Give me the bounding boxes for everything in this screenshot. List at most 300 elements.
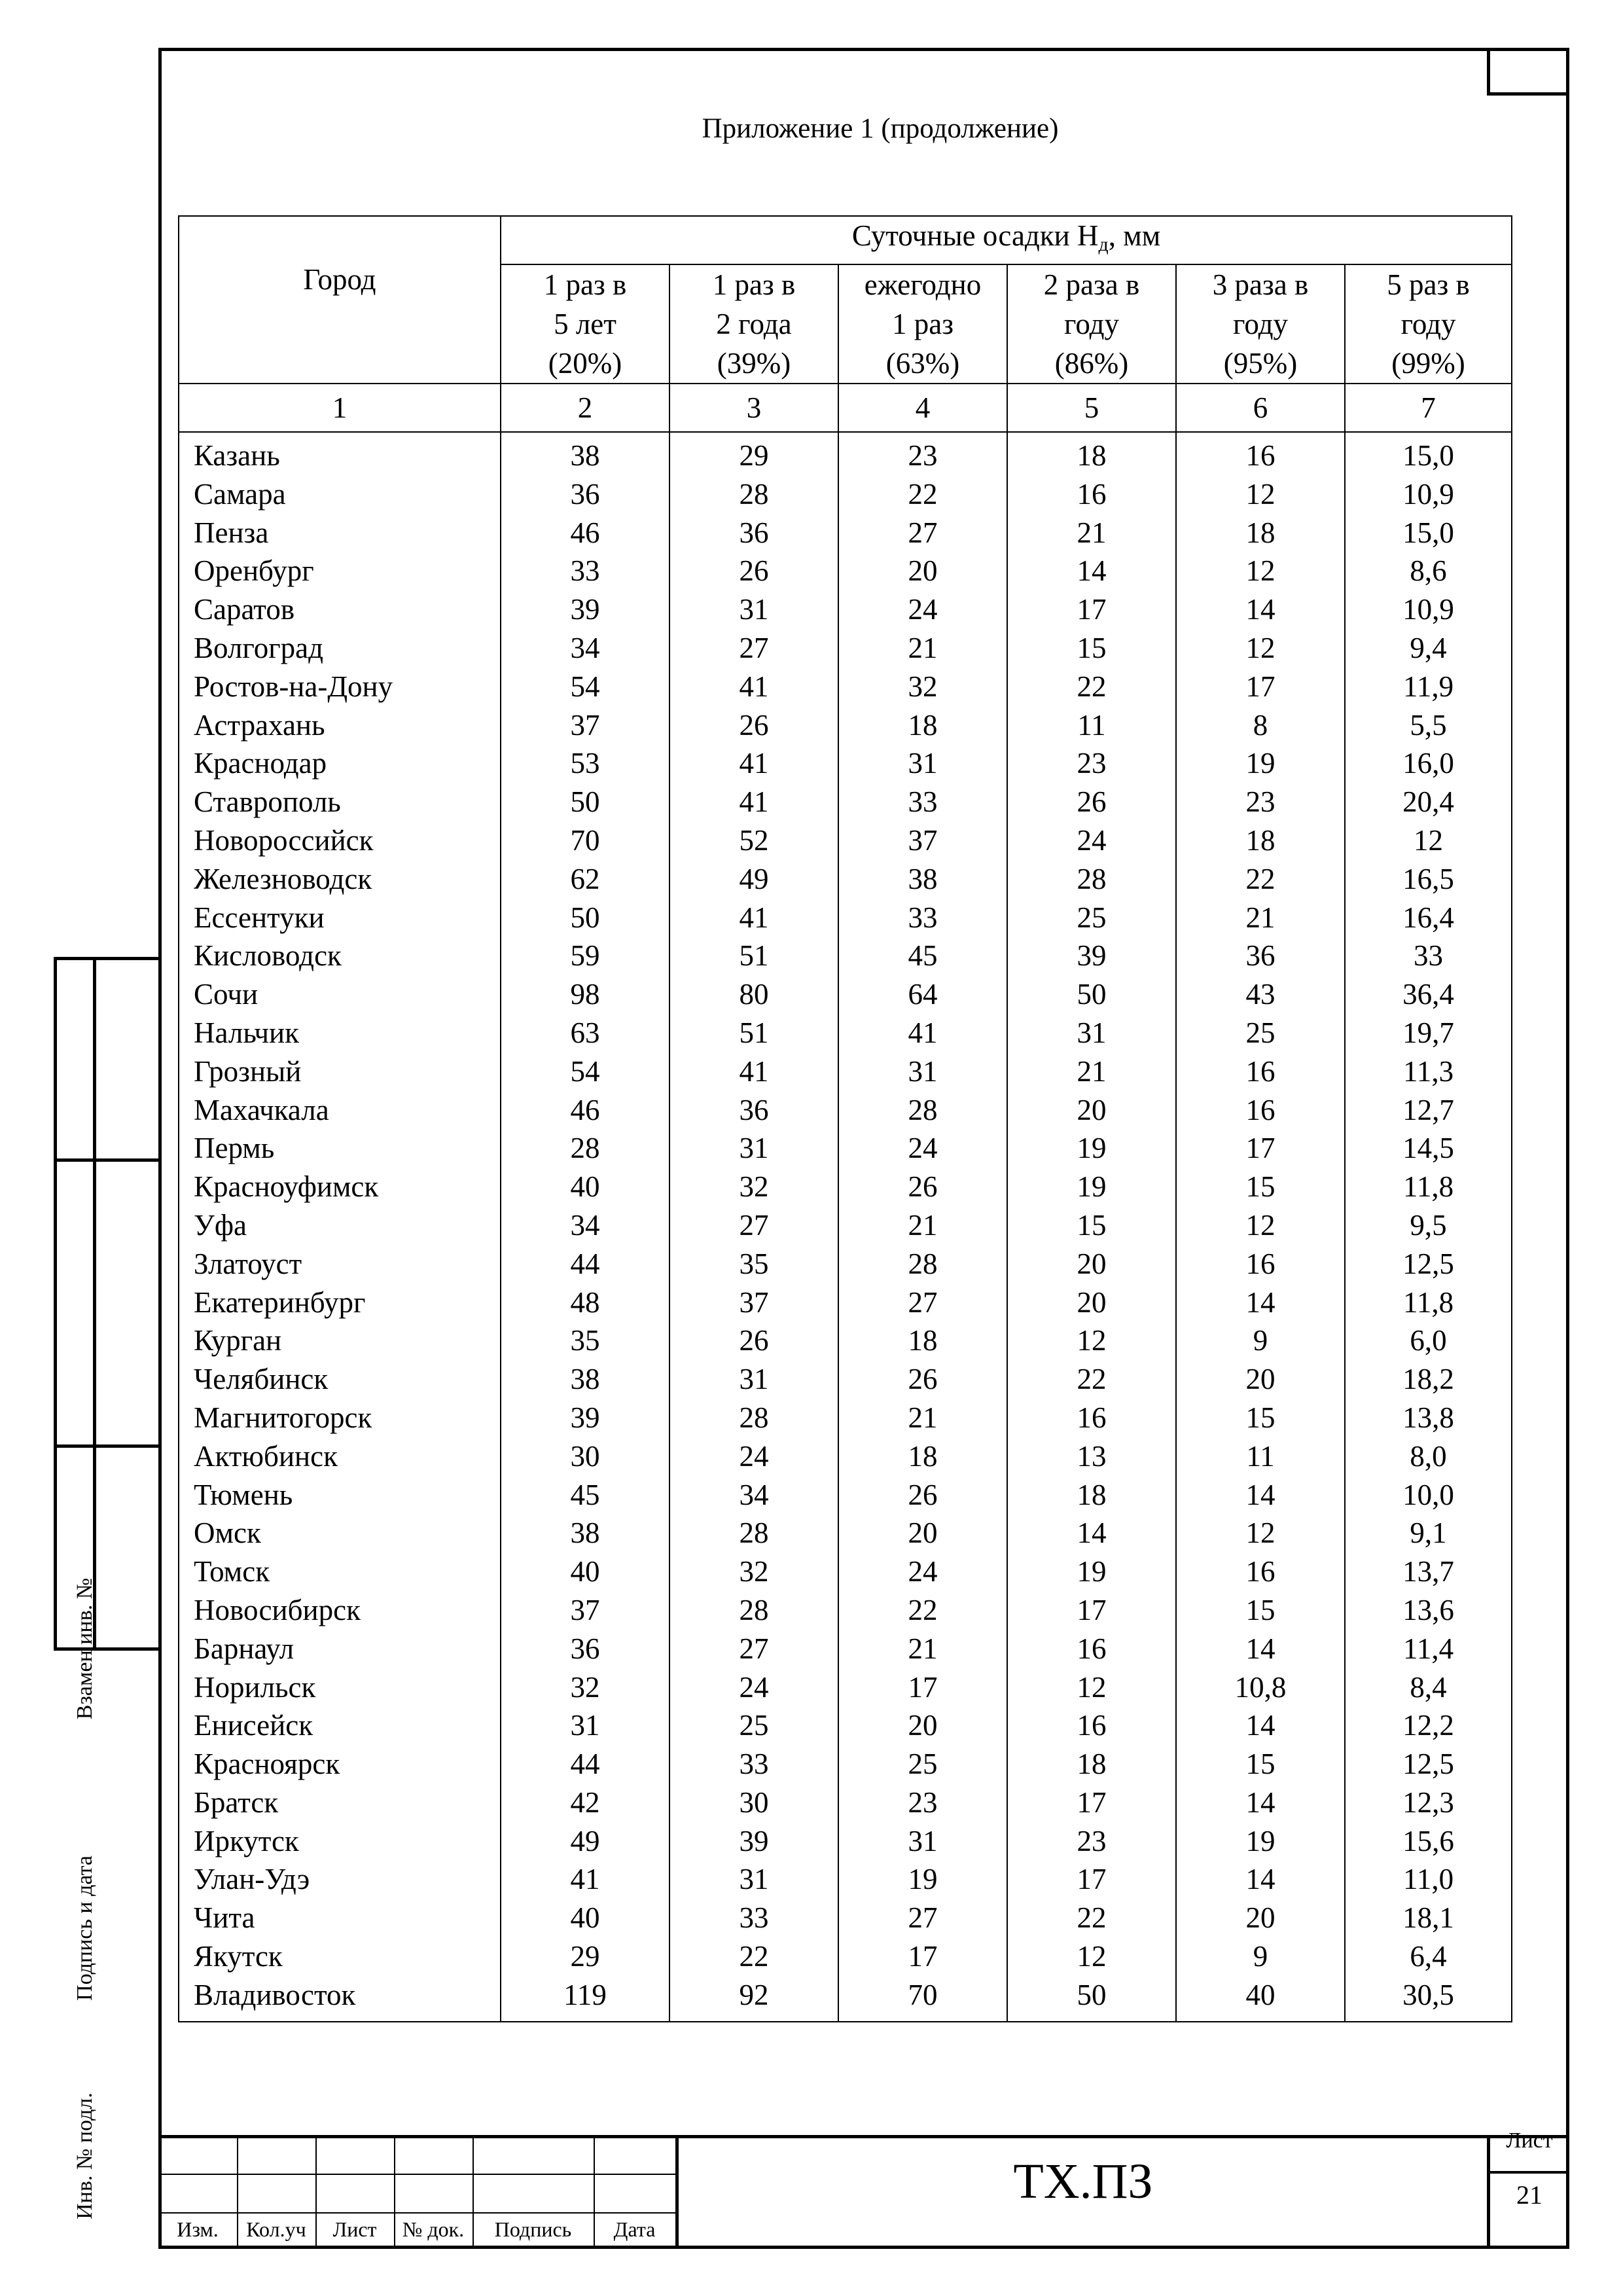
- value-cell: 19: [1176, 1822, 1345, 1861]
- value-cell: 9,1: [1345, 1514, 1512, 1552]
- city-cell: Волгоград: [179, 629, 501, 668]
- table-row: [179, 1822, 1512, 1861]
- value-cell: 20: [1007, 1283, 1176, 1322]
- value-cell: 28: [669, 1591, 838, 1630]
- corner-box: [1487, 48, 1569, 96]
- binding-strip-divider: [93, 957, 96, 1651]
- city-cell: Владивосток: [179, 1976, 501, 2022]
- value-cell: 39: [1007, 937, 1176, 975]
- value-cell: 31: [1007, 1014, 1176, 1052]
- city-cell: Уфа: [179, 1206, 501, 1245]
- value-cell: 31: [669, 1129, 838, 1168]
- value-cell: 25: [669, 1706, 838, 1745]
- value-cell: 13: [1007, 1437, 1176, 1476]
- value-cell: 64: [838, 975, 1007, 1014]
- value-cell: 24: [838, 1129, 1007, 1168]
- value-cell: 14: [1007, 1514, 1176, 1552]
- value-cell: 54: [501, 668, 669, 706]
- city-cell: Магнитогорск: [179, 1399, 501, 1437]
- value-cell: 16: [1007, 1630, 1176, 1668]
- value-cell: 28: [838, 1245, 1007, 1283]
- margin-label-replaces-inv: Взамен инв. №: [73, 1577, 97, 1720]
- value-cell: 15,0: [1345, 514, 1512, 552]
- value-cell: 21: [838, 1206, 1007, 1245]
- value-cell: 9,5: [1345, 1206, 1512, 1245]
- value-cell: 27: [838, 1899, 1007, 1937]
- table-row: [179, 1937, 1512, 1976]
- value-cell: 98: [501, 975, 669, 1014]
- value-cell: 39: [501, 590, 669, 629]
- value-cell: 52: [669, 821, 838, 860]
- value-cell: 22: [838, 475, 1007, 514]
- table-row: [179, 1091, 1512, 1130]
- value-cell: 37: [501, 1591, 669, 1630]
- value-cell: 17: [1176, 668, 1345, 706]
- city-cell: Чита: [179, 1899, 501, 1937]
- value-cell: 12: [1176, 475, 1345, 514]
- value-cell: 12: [1176, 1514, 1345, 1552]
- value-cell: 24: [838, 590, 1007, 629]
- table-row: [179, 668, 1512, 706]
- city-cell: Енисейск: [179, 1706, 501, 1745]
- value-cell: 44: [501, 1745, 669, 1784]
- value-cell: 80: [669, 975, 838, 1014]
- city-cell: Пенза: [179, 514, 501, 552]
- value-cell: 41: [501, 1860, 669, 1899]
- city-cell: Новосибирск: [179, 1591, 501, 1630]
- title-block-divider: [1487, 2171, 1569, 2174]
- table-row: [179, 475, 1512, 514]
- value-cell: 14: [1176, 1283, 1345, 1322]
- value-cell: 44: [501, 1245, 669, 1283]
- city-cell: Нальчик: [179, 1014, 501, 1052]
- value-cell: 31: [838, 744, 1007, 783]
- value-cell: 54: [501, 1052, 669, 1091]
- value-cell: 45: [838, 937, 1007, 975]
- value-cell: 35: [669, 1245, 838, 1283]
- value-cell: 20: [1176, 1899, 1345, 1937]
- document-code: ТХ.ПЗ: [1013, 2154, 1153, 2209]
- value-cell: 40: [501, 1899, 669, 1937]
- value-cell: 34: [501, 1206, 669, 1245]
- value-cell: 19: [1007, 1168, 1176, 1206]
- column-header: [1345, 264, 1512, 384]
- value-cell: 33: [501, 552, 669, 590]
- value-cell: 26: [669, 706, 838, 745]
- binding-strip: [54, 957, 158, 1651]
- table-row: [179, 1630, 1512, 1668]
- value-cell: 28: [501, 1129, 669, 1168]
- value-cell: 10,9: [1345, 590, 1512, 629]
- value-cell: 15: [1176, 1745, 1345, 1784]
- value-cell: 20: [838, 1514, 1007, 1552]
- value-cell: 36: [501, 1630, 669, 1668]
- value-cell: 27: [838, 514, 1007, 552]
- value-cell: 30: [501, 1437, 669, 1476]
- value-cell: 27: [669, 629, 838, 668]
- column-header-line: (63%): [885, 347, 960, 380]
- column-header-line: (99%): [1391, 347, 1465, 380]
- table-row: [179, 1860, 1512, 1899]
- column-header-line: году: [1233, 308, 1288, 340]
- table-row: [179, 1976, 1512, 2022]
- city-cell: Омск: [179, 1514, 501, 1552]
- value-cell: 41: [669, 783, 838, 821]
- column-header-line: ежегодно: [864, 268, 982, 301]
- value-cell: 20: [1176, 1360, 1345, 1399]
- table-row: [179, 937, 1512, 975]
- table-row: [179, 514, 1512, 552]
- column-number: 2: [501, 384, 669, 432]
- table-row: [179, 1129, 1512, 1168]
- column-header-line: 5 раз в: [1387, 268, 1470, 301]
- value-cell: 18,2: [1345, 1360, 1512, 1399]
- value-cell: 15,6: [1345, 1822, 1512, 1861]
- value-cell: 14: [1176, 1860, 1345, 1899]
- value-cell: 21: [1007, 1052, 1176, 1091]
- value-cell: 28: [838, 1091, 1007, 1130]
- value-cell: 28: [669, 1514, 838, 1552]
- value-cell: 14: [1007, 552, 1176, 590]
- value-cell: 39: [669, 1822, 838, 1861]
- value-cell: 14: [1176, 1706, 1345, 1745]
- value-cell: 40: [1176, 1976, 1345, 2022]
- value-cell: 37: [501, 706, 669, 745]
- value-cell: 59: [501, 937, 669, 975]
- value-cell: 51: [669, 1014, 838, 1052]
- binding-strip-separator: [54, 1444, 158, 1448]
- value-cell: 9: [1176, 1937, 1345, 1976]
- table-row: [179, 432, 1512, 475]
- value-cell: 39: [501, 1399, 669, 1437]
- table-row: [179, 1591, 1512, 1630]
- value-cell: 18: [838, 1321, 1007, 1360]
- value-cell: 37: [838, 821, 1007, 860]
- value-cell: 25: [1007, 899, 1176, 937]
- city-cell: Якутск: [179, 1937, 501, 1976]
- value-cell: 16: [1176, 1052, 1345, 1091]
- value-cell: 19,7: [1345, 1014, 1512, 1052]
- value-cell: 51: [669, 937, 838, 975]
- value-cell: 12: [1176, 629, 1345, 668]
- value-cell: 16,5: [1345, 860, 1512, 899]
- table-row: [179, 629, 1512, 668]
- value-cell: 14,5: [1345, 1129, 1512, 1168]
- city-cell: Тюмень: [179, 1476, 501, 1515]
- column-header-line: году: [1064, 308, 1119, 340]
- value-cell: 26: [1007, 783, 1176, 821]
- column-header: [501, 264, 669, 384]
- value-cell: 18: [838, 1437, 1007, 1476]
- value-cell: 23: [1007, 744, 1176, 783]
- value-cell: 50: [1007, 975, 1176, 1014]
- value-cell: 16: [1007, 1706, 1176, 1745]
- table-row: [179, 1052, 1512, 1091]
- value-cell: 49: [669, 860, 838, 899]
- value-cell: 17: [1007, 1784, 1176, 1822]
- city-cell: Ставрополь: [179, 783, 501, 821]
- value-cell: 32: [501, 1668, 669, 1707]
- table-row: [179, 1514, 1512, 1552]
- value-cell: 21: [1176, 899, 1345, 937]
- value-cell: 12: [1007, 1937, 1176, 1976]
- value-cell: 49: [501, 1822, 669, 1861]
- value-cell: 27: [838, 1283, 1007, 1322]
- table-row: [179, 899, 1512, 937]
- title-block-row-line: [158, 2212, 675, 2214]
- value-cell: 28: [669, 475, 838, 514]
- value-cell: 33: [1345, 937, 1512, 975]
- city-cell: Оренбург: [179, 552, 501, 590]
- title-block-caption: Изм.: [177, 2217, 219, 2241]
- table-row: [179, 1168, 1512, 1206]
- value-cell: 13,7: [1345, 1552, 1512, 1591]
- value-cell: 21: [838, 1630, 1007, 1668]
- city-cell: Ростов-на-Дону: [179, 668, 501, 706]
- value-cell: 11,4: [1345, 1630, 1512, 1668]
- precipitation-table: [178, 215, 1512, 2022]
- value-cell: 50: [501, 783, 669, 821]
- value-cell: 36: [669, 514, 838, 552]
- value-cell: 24: [838, 1552, 1007, 1591]
- value-cell: 33: [669, 1899, 838, 1937]
- appendix-title: Приложение 1 (продолжение): [702, 113, 1059, 144]
- column-header-line: 2 года: [716, 308, 792, 340]
- column-header-line: (95%): [1223, 347, 1298, 380]
- margin-label-inv-original: Инв. № подл.: [73, 2092, 97, 2219]
- value-cell: 15: [1176, 1399, 1345, 1437]
- value-cell: 11: [1176, 1437, 1345, 1476]
- value-cell: 50: [501, 899, 669, 937]
- column-number: 6: [1176, 384, 1345, 432]
- value-cell: 35: [501, 1321, 669, 1360]
- table-row: [179, 1206, 1512, 1245]
- city-cell: Саратов: [179, 590, 501, 629]
- value-cell: 37: [669, 1283, 838, 1322]
- value-cell: 19: [1007, 1129, 1176, 1168]
- value-cell: 24: [1007, 821, 1176, 860]
- value-cell: 12,5: [1345, 1745, 1512, 1784]
- table-body: [179, 432, 1512, 2022]
- value-cell: 30: [669, 1784, 838, 1822]
- value-cell: 31: [838, 1822, 1007, 1861]
- column-number: 4: [838, 384, 1007, 432]
- value-cell: 33: [669, 1745, 838, 1784]
- value-cell: 15: [1176, 1591, 1345, 1630]
- value-cell: 36,4: [1345, 975, 1512, 1014]
- value-cell: 6,0: [1345, 1321, 1512, 1360]
- title-block-top-border: [158, 2135, 1569, 2138]
- value-cell: 15,0: [1345, 432, 1512, 475]
- value-cell: 48: [501, 1283, 669, 1322]
- value-cell: 22: [1007, 1899, 1176, 1937]
- column-number: 7: [1345, 384, 1512, 432]
- value-cell: 38: [501, 1514, 669, 1552]
- value-cell: 18: [1007, 1476, 1176, 1515]
- city-cell: Красноуфимск: [179, 1168, 501, 1206]
- value-cell: 16: [1176, 1245, 1345, 1283]
- title-block-caption: Дата: [613, 2217, 656, 2241]
- value-cell: 19: [1176, 744, 1345, 783]
- value-cell: 40: [501, 1552, 669, 1591]
- value-cell: 16,0: [1345, 744, 1512, 783]
- sheet-label: Лист: [1506, 2128, 1553, 2153]
- binding-strip-separator: [54, 1158, 158, 1162]
- value-cell: 28: [1007, 860, 1176, 899]
- value-cell: 62: [501, 860, 669, 899]
- column-number: 5: [1007, 384, 1176, 432]
- value-cell: 41: [669, 744, 838, 783]
- value-cell: 20,4: [1345, 783, 1512, 821]
- value-cell: 10,0: [1345, 1476, 1512, 1515]
- value-cell: 24: [669, 1437, 838, 1476]
- value-cell: 17: [1007, 1860, 1176, 1899]
- value-cell: 14: [1176, 1476, 1345, 1515]
- value-cell: 15: [1176, 1168, 1345, 1206]
- value-cell: 70: [501, 821, 669, 860]
- value-cell: 32: [669, 1168, 838, 1206]
- value-cell: 42: [501, 1784, 669, 1822]
- column-header-line: (39%): [717, 347, 791, 380]
- value-cell: 16: [1176, 1552, 1345, 1591]
- table-row: [179, 706, 1512, 745]
- table-row: [179, 860, 1512, 899]
- value-cell: 11,3: [1345, 1052, 1512, 1091]
- city-cell: Улан-Удэ: [179, 1860, 501, 1899]
- table-row: [179, 1283, 1512, 1322]
- column-header: [838, 264, 1007, 384]
- table-row: [179, 1552, 1512, 1591]
- table-row: [179, 975, 1512, 1014]
- value-cell: 25: [1176, 1014, 1345, 1052]
- value-cell: 12,5: [1345, 1245, 1512, 1283]
- value-cell: 14: [1176, 1784, 1345, 1822]
- table-row: [179, 783, 1512, 821]
- table-row: [179, 1437, 1512, 1476]
- value-cell: 22: [1176, 860, 1345, 899]
- city-cell: Грозный: [179, 1052, 501, 1091]
- value-cell: 11,9: [1345, 668, 1512, 706]
- value-cell: 23: [838, 432, 1007, 475]
- city-cell: Астрахань: [179, 706, 501, 745]
- value-cell: 21: [838, 629, 1007, 668]
- column-number: 1: [179, 384, 501, 432]
- value-cell: 18: [838, 706, 1007, 745]
- value-cell: 28: [669, 1399, 838, 1437]
- city-cell: Кисловодск: [179, 937, 501, 975]
- value-cell: 11,8: [1345, 1168, 1512, 1206]
- value-cell: 20: [1007, 1245, 1176, 1283]
- value-cell: 16: [1007, 1399, 1176, 1437]
- table-row: [179, 1399, 1512, 1437]
- table-row: [179, 590, 1512, 629]
- value-cell: 16: [1007, 475, 1176, 514]
- column-header-line: году: [1400, 308, 1456, 340]
- value-cell: 29: [501, 1937, 669, 1976]
- column-header-line: 1 раз: [892, 308, 954, 340]
- value-cell: 20: [838, 1706, 1007, 1745]
- value-cell: 32: [838, 668, 1007, 706]
- value-cell: 38: [838, 860, 1007, 899]
- city-cell: Барнаул: [179, 1630, 501, 1668]
- city-cell: Екатеринбург: [179, 1283, 501, 1322]
- value-cell: 38: [501, 432, 669, 475]
- value-cell: 119: [501, 1976, 669, 2022]
- value-cell: 45: [501, 1476, 669, 1515]
- value-cell: 18: [1176, 514, 1345, 552]
- value-cell: 12,2: [1345, 1706, 1512, 1745]
- column-number: 3: [669, 384, 838, 432]
- value-cell: 22: [669, 1937, 838, 1976]
- value-cell: 21: [838, 1399, 1007, 1437]
- value-cell: 8,6: [1345, 552, 1512, 590]
- value-cell: 50: [1007, 1976, 1176, 2022]
- value-cell: 26: [838, 1476, 1007, 1515]
- value-cell: 20: [838, 552, 1007, 590]
- table-row: [179, 1899, 1512, 1937]
- table-header: [179, 216, 1512, 384]
- value-cell: 26: [838, 1360, 1007, 1399]
- value-cell: 14: [1176, 1630, 1345, 1668]
- column-number-row: [179, 384, 1512, 432]
- value-cell: 46: [501, 514, 669, 552]
- value-cell: 30,5: [1345, 1976, 1512, 2022]
- value-cell: 26: [669, 1321, 838, 1360]
- value-cell: 36: [669, 1091, 838, 1130]
- value-cell: 11,0: [1345, 1860, 1512, 1899]
- city-column-header: Город: [179, 216, 501, 384]
- column-header-line: 1 раз в: [712, 268, 796, 301]
- sheet-number: 21: [1516, 2180, 1543, 2210]
- table-row: [179, 1668, 1512, 1707]
- title-block-caption: Подпись: [494, 2217, 572, 2241]
- city-cell: Железноводск: [179, 860, 501, 899]
- value-cell: 26: [838, 1168, 1007, 1206]
- title-block-caption: № док.: [402, 2217, 465, 2241]
- value-cell: 14: [1176, 590, 1345, 629]
- value-cell: 22: [838, 1591, 1007, 1630]
- value-cell: 11,8: [1345, 1283, 1512, 1322]
- city-cell: Красноярск: [179, 1745, 501, 1784]
- value-cell: 41: [669, 1052, 838, 1091]
- value-cell: 17: [838, 1668, 1007, 1707]
- column-header-line: 5 лет: [554, 308, 616, 340]
- value-cell: 63: [501, 1014, 669, 1052]
- column-header-line: 2 раза в: [1043, 268, 1140, 301]
- value-cell: 43: [1176, 975, 1345, 1014]
- value-cell: 41: [669, 899, 838, 937]
- value-cell: 11: [1007, 706, 1176, 745]
- value-cell: 70: [838, 1976, 1007, 2022]
- column-header-line: 3 раза в: [1212, 268, 1309, 301]
- column-header: [1007, 264, 1176, 384]
- value-cell: 13,6: [1345, 1591, 1512, 1630]
- value-cell: 5,5: [1345, 706, 1512, 745]
- value-cell: 18: [1007, 1745, 1176, 1784]
- value-cell: 27: [669, 1630, 838, 1668]
- value-cell: 22: [1007, 1360, 1176, 1399]
- value-cell: 41: [838, 1014, 1007, 1052]
- table-row: [179, 552, 1512, 590]
- value-cell: 23: [838, 1784, 1007, 1822]
- city-cell: Пермь: [179, 1129, 501, 1168]
- value-cell: 26: [669, 552, 838, 590]
- city-cell: Краснодар: [179, 744, 501, 783]
- city-cell: Актюбинск: [179, 1437, 501, 1476]
- value-cell: 17: [1176, 1129, 1345, 1168]
- value-cell: 19: [1007, 1552, 1176, 1591]
- value-cell: 9: [1176, 1321, 1345, 1360]
